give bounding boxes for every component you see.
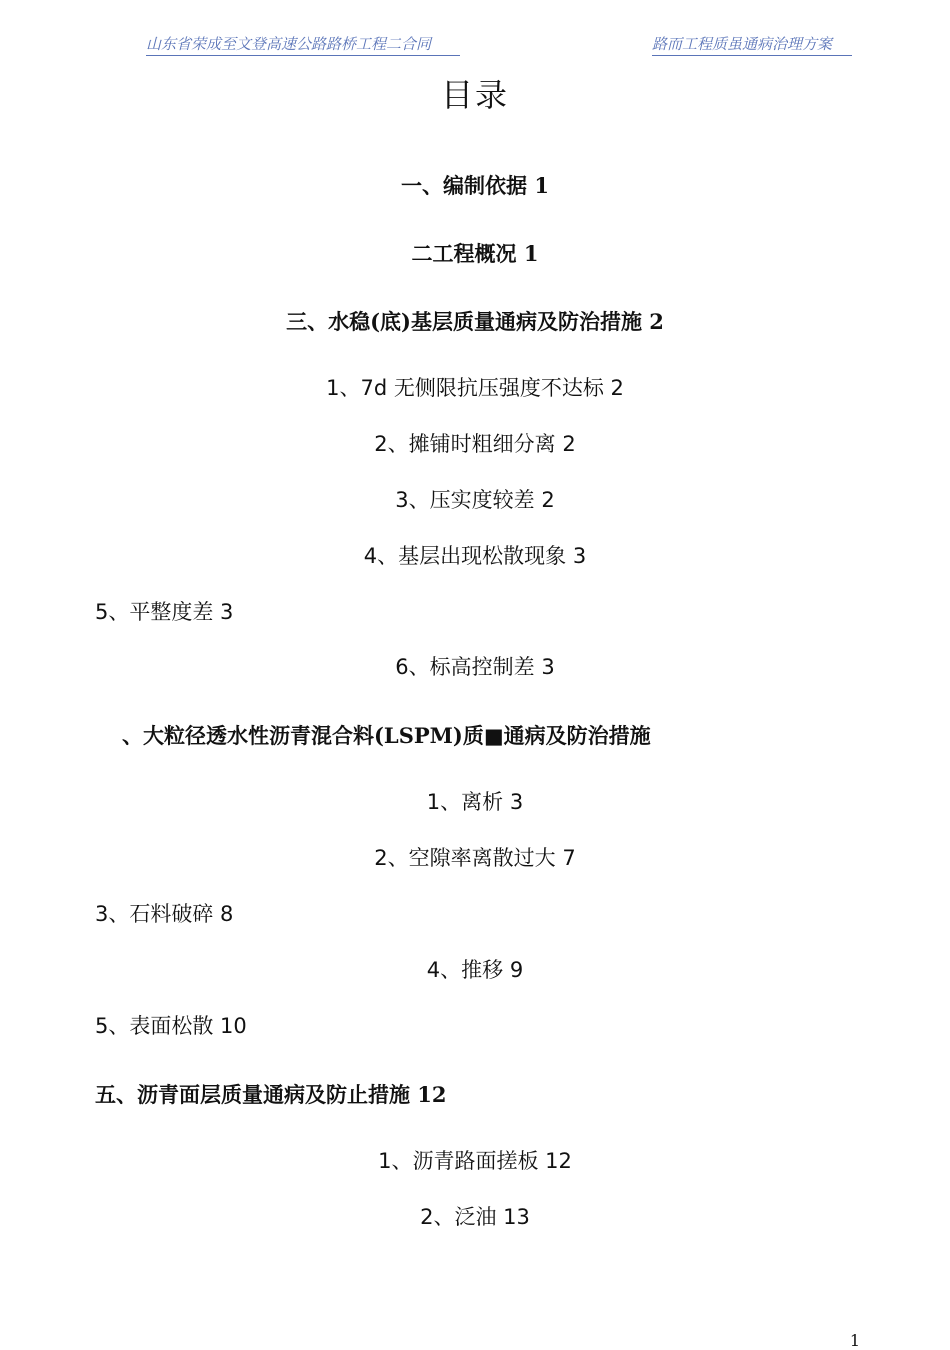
toc-entry: 二工程概况 1 xyxy=(411,241,539,266)
toc-entry: 2、摊铺时粗细分离 2 xyxy=(374,432,576,456)
toc-entry: 2、空隙率离散过大 7 xyxy=(374,846,576,870)
page-number: 1 xyxy=(849,1331,860,1350)
toc-entry: 1、离析 3 xyxy=(426,790,524,814)
toc-entry: 4、基层出现松散现象 3 xyxy=(363,544,587,568)
toc-entry: 5、平整度差 3 xyxy=(95,600,234,624)
toc-entry: 3、石料破碎 8 xyxy=(95,902,234,926)
toc-entry: 三、水稳(底)基层质量通病及防治措施 2 xyxy=(286,309,664,334)
toc-entry: 1、沥青路面搓板 12 xyxy=(378,1149,572,1173)
toc-entry: 1、7d 无侧限抗压强度不达标 2 xyxy=(326,376,624,400)
toc-entry: 、大粒径透水性沥青混合料(LSPM)质■通病及防治措施 xyxy=(122,723,651,748)
toc-entry: 一、编制依据 1 xyxy=(401,173,549,198)
toc-entry: 6、标高控制差 3 xyxy=(395,655,555,679)
toc-entry: 3、压实度较差 2 xyxy=(395,488,555,512)
toc-entry: 2、泛油 13 xyxy=(420,1205,530,1229)
header-project-name: 山东省荣成至文登高速公路路桥工程二合同 xyxy=(146,33,460,56)
toc-entry: 五、沥青面层质量通病及防止措施 12 xyxy=(95,1082,447,1107)
toc-entry: 4、推移 9 xyxy=(426,958,524,982)
page-title: 目录 xyxy=(440,76,509,114)
toc-entry: 5、表面松散 10 xyxy=(95,1014,247,1038)
header-document-title: 路而工程质虽通病治理方案 xyxy=(652,33,852,56)
